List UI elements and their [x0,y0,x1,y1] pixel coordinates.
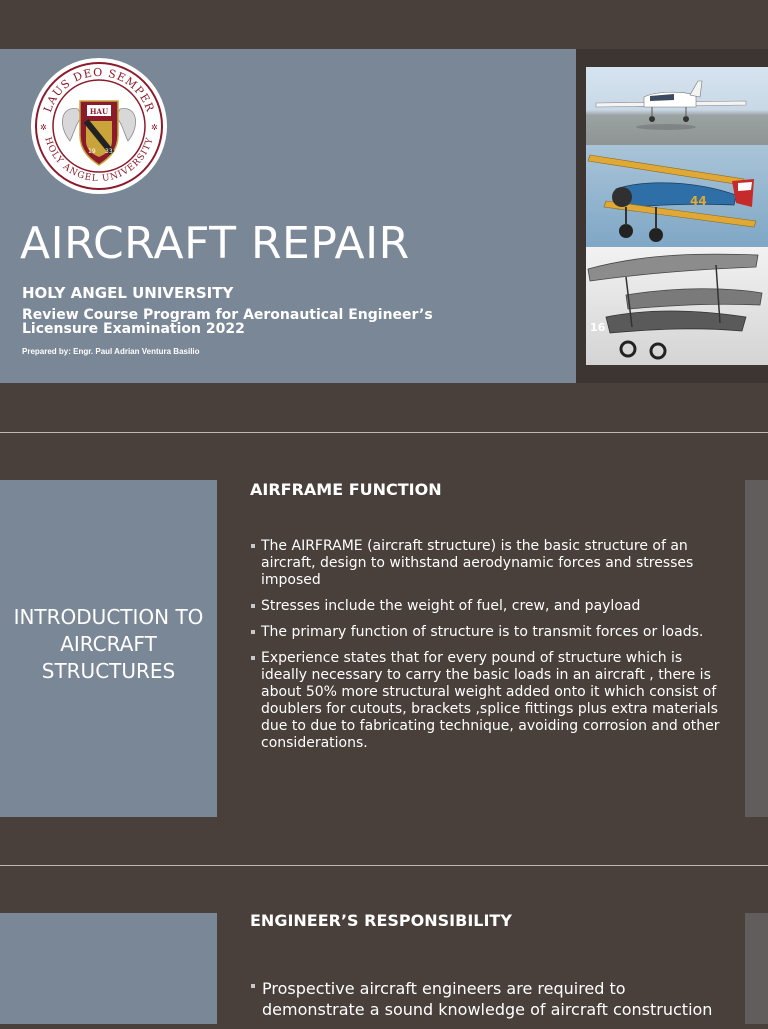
slide-divider [0,865,768,866]
seal-top-text: LAUS DEO SEMPER [41,65,157,115]
review-course-line: Review Course Program for Aeronautical Engineer’s Licensure Examination 2022 [22,307,433,337]
section-title: INTRODUCTION TO AIRCRAFT STRUCTURES [13,605,204,683]
photo-vintage-biplane [586,247,768,365]
photo-vintage-biplane-number: 16 [590,321,606,334]
svg-text:✲: ✲ [40,123,47,132]
presentation-title: AIRCRAFT REPAIR [20,218,410,269]
seal-monogram: HAU [89,107,109,116]
prepared-by-line: Prepared by: Engr. Paul Adrian Ventura Basilio [22,347,200,356]
photo-white-plane [586,67,768,145]
bullet-item: The AIRFRAME (aircraft structure) is the basic structure of an aircraft, design to withstand aerodynamic forces and stresses imposed [250,538,720,589]
section-panel [0,913,217,1024]
university-name: HOLY ANGEL UNIVERSITY [22,284,234,302]
seal-bottom-text: HOLY ANGEL UNIVERSITY [42,136,156,185]
bullet-item: Prospective aircraft engineers are required to demonstrate a sound knowledge of aircraft construction [250,978,720,1020]
slide-heading: ENGINEER’S RESPONSIBILITY [250,911,512,930]
svg-text:✲: ✲ [151,123,158,132]
bullet-list [250,538,720,761]
slide-heading: AIRFRAME FUNCTION [250,480,442,499]
slide-edge-bar [745,913,768,1024]
bullet-item: The primary function of structure is to transmit forces or loads. [250,624,720,641]
bullet-list [250,978,720,1029]
slide-divider [0,432,768,433]
slide-edge-bar [745,480,768,817]
photo-blue-biplane-number: 44 [690,194,707,208]
seal-year-left: 19 [88,148,96,155]
bullet-item: Experience states that for every pound of structure which is ideally necessary to carry the basic loads in an aircraft , there is about 50% more structural weight added onto it which consist of doublers for cutouts, brackets ,splice fittings plus extra materials due to due to fabricating technique, avoiding corrosion and other considerations. [250,650,720,752]
bullet-item: Stresses include the weight of fuel, crew, and payload [250,598,720,615]
photo-blue-biplane [586,145,768,247]
university-seal-logo [30,57,168,195]
seal-year-right: 33 [105,148,113,155]
